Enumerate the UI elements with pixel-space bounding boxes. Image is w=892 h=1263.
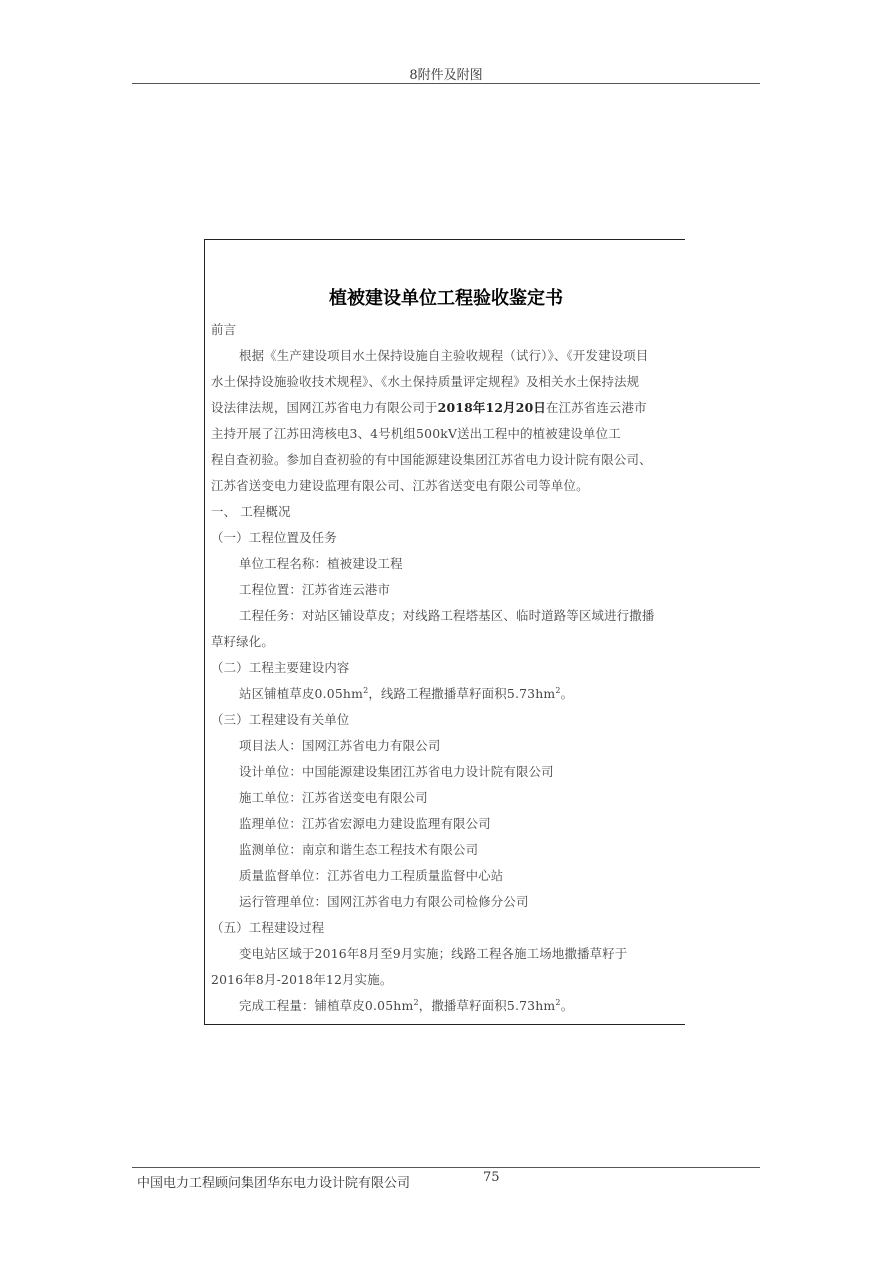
party-supervision: 监理单位：江苏省宏源电力建设监理有限公司	[239, 816, 491, 831]
completed-text-3: 。	[560, 998, 574, 1013]
main-content-text-3: 。	[560, 686, 574, 701]
project-location: 工程位置：江苏省连云港市	[239, 582, 391, 597]
superscript: 2	[413, 997, 419, 1007]
party-design: 设计单位：中国能源建设集团江苏省电力设计院有限公司	[239, 764, 554, 779]
subsection-2-heading: （二）工程主要建设内容	[211, 660, 350, 675]
main-content-text-2: ，线路工程撒播草籽面积5.73hm	[368, 686, 556, 701]
section-header: 8附件及附图	[409, 68, 483, 83]
party-monitoring: 监测单位：南京和谐生态工程技术有限公司	[239, 842, 479, 857]
appraisal-document-frame	[204, 239, 685, 1025]
preface-date: 2018年12月20日	[437, 400, 546, 415]
completed-quantities	[239, 996, 573, 1014]
document-body	[211, 240, 681, 1024]
party-quality-supervision: 质量监督单位：江苏省电力工程质量监督中心站	[239, 868, 504, 883]
process-line-2: 2016年8月-2018年12月实施。	[211, 972, 393, 987]
party-project-owner: 项目法人：国网江苏省电力有限公司	[239, 738, 441, 753]
subsection-5-heading: （五）工程建设过程	[211, 920, 325, 935]
preface-line-6: 江苏省送变电力建设监理有限公司、江苏省送变电有限公司等单位。	[211, 478, 589, 493]
footer-rule	[132, 1167, 760, 1168]
header-rule	[132, 83, 760, 84]
party-construction: 施工单位：江苏省送变电有限公司	[239, 790, 428, 805]
project-task-line-2: 草籽绿化。	[211, 634, 274, 649]
completed-text-2: ，撒播草籽面积5.73hm	[418, 998, 556, 1013]
main-content-text-1: 站区铺植草皮0.05hm	[239, 686, 364, 701]
preface-line-3	[211, 398, 647, 416]
footer-organization: 中国电力工程顾问集团华东电力设计院有限公司	[137, 1176, 411, 1191]
completed-text-1: 完成工程量：铺植草皮0.05hm	[239, 998, 414, 1013]
preface-line-4: 主持开展了江苏田湾核电3、4号机组500kV送出工程中的植被建设单位工	[211, 426, 621, 441]
unit-name: 单位工程名称：植被建设工程	[239, 556, 403, 571]
preface-heading: 前言	[211, 322, 237, 337]
process-line-1: 变电站区域于2016年8月至9月实施；线路工程各施工场地撒播草籽于	[239, 946, 628, 961]
superscript: 2	[555, 685, 561, 695]
party-operation: 运行管理单位：国网江苏省电力有限公司检修分公司	[239, 894, 529, 909]
superscript: 2	[363, 685, 369, 695]
superscript: 2	[555, 997, 561, 1007]
subsection-3-heading: （三）工程建设有关单位	[211, 712, 350, 727]
main-content	[239, 684, 573, 702]
page-number: 75	[483, 1170, 500, 1185]
subsection-1-heading: （一）工程位置及任务	[211, 530, 337, 545]
preface-line-5: 程自查初验。参加自查初验的有中国能源建设集团江苏省电力设计院有限公司、	[211, 452, 652, 467]
section-1-heading: 一、 工程概况	[211, 504, 291, 519]
document-title: 植被建设单位工程验收鉴定书	[329, 288, 563, 309]
project-task-line-1: 工程任务：对站区铺设草皮；对线路工程塔基区、临时道路等区域进行撒播	[239, 608, 655, 623]
preface-date-suffix: 在江苏省连云港市	[545, 400, 647, 415]
preface-line-1: 根据《生产建设项目水土保持设施自主验收规程（试行）》、《开发建设项目	[239, 348, 649, 363]
preface-line-3-text: 设法律法规，国网江苏省电力有限公司于	[211, 400, 438, 415]
preface-line-2: 水土保持设施验收技术规程》、《水土保持质量评定规程》及相关水土保持法规	[211, 374, 640, 389]
